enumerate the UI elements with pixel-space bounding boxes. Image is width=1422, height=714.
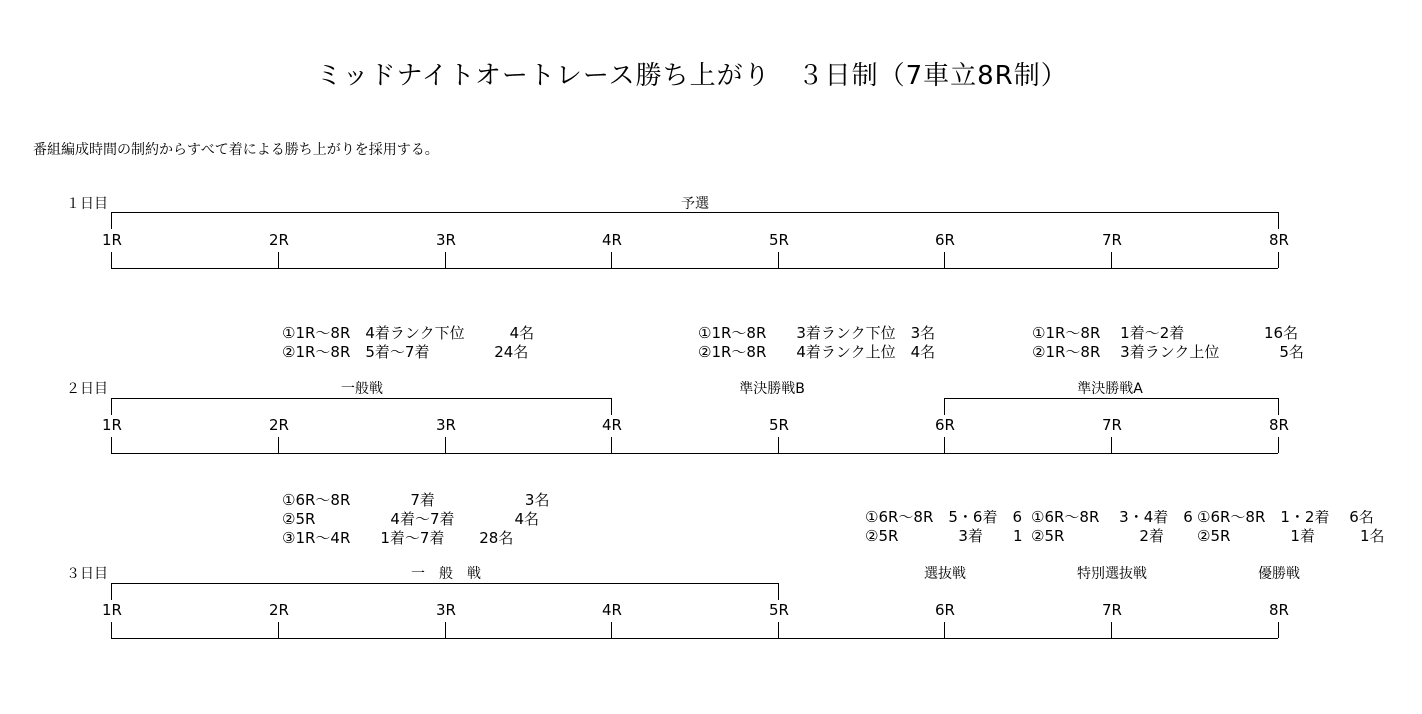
day2-race-3: 3R [436,416,456,434]
day3-special-cond-2: ②5R 2着 [1031,527,1179,545]
day3-race-1: 1R [102,601,122,619]
day3-timeline [111,638,1278,639]
day1-tick [1111,252,1112,268]
day2-semiB-cond-1: ①1R～8R 3着ランク下位 3名 [698,324,936,342]
day3-tick [944,622,945,638]
day2-tick [944,437,945,453]
day1-race-5: 5R [769,231,789,249]
day2-general-cond-2: ②1R～8R 5着～7着 24名 [282,343,529,361]
day3-label: ３日目 [66,566,108,582]
day2-tick [111,437,112,453]
day3-race-6: 6R [935,601,955,619]
day3-event-selection: 選抜戦 [924,566,966,582]
day2-tick [778,437,779,453]
day2-label: ２日目 [66,381,108,397]
day1-race-6: 6R [935,231,955,249]
day3-tick [778,622,779,638]
day3-select-cond-box [865,510,1031,550]
day1-tick [944,252,945,268]
day2-general-bracket-top [111,398,611,399]
day3-event-general: 一 般 戦 [411,566,481,582]
day2-semiA-cond-1: ①1R～8R 1着～2着 16名 [1032,324,1299,342]
day3-general-bracket-top [111,583,778,584]
day2-semiA-bracket-left [944,398,945,415]
day3-event-final: 優勝戦 [1258,566,1300,582]
day3-race-2: 2R [269,601,289,619]
day3-tick [445,622,446,638]
day1-race-2: 2R [269,231,289,249]
day3-race-4: 4R [602,601,622,619]
day2-general-bracket-left [111,398,112,415]
day2-tick [611,437,612,453]
day2-tick [1111,437,1112,453]
day1-tick [445,252,446,268]
day2-race-4: 4R [602,416,622,434]
day1-event-qualifying: 予選 [681,196,709,212]
day1-tick [1278,252,1279,268]
day1-race-3: 3R [436,231,456,249]
day3-tick [611,622,612,638]
day1-race-4: 4R [602,231,622,249]
day2-timeline [111,453,1278,454]
day1-tick [278,252,279,268]
page-note: 番組編成時間の制約からすべて着による勝ち上がりを採用する。 [33,142,439,158]
day3-tick [278,622,279,638]
day2-race-5: 5R [769,416,789,434]
day1-race-1: 1R [102,231,122,249]
day2-event-general: 一般戦 [341,381,383,397]
day2-race-7: 7R [1102,416,1122,434]
day3-event-special-selection: 特別選抜戦 [1077,566,1147,582]
day3-select-cond-1: ①6R～8R 5・6着 6 [865,510,1023,526]
day1-bracket-right [1278,212,1279,229]
day3-race-3: 3R [436,601,456,619]
day2-general-bracket-right [611,398,612,415]
day2-semiB-cond-2: ②1R～8R 4着ランク上位 4名 [698,343,936,361]
day2-semiA-bracket-top [944,398,1278,399]
day1-timeline [111,268,1278,269]
day3-general-cond-2: ②5R 4着～7着 4名 [282,510,540,528]
day2-race-2: 2R [269,416,289,434]
day2-event-semifinal-b: 準決勝戦B [739,381,805,397]
day3-race-8: 8R [1269,601,1289,619]
day1-tick [611,252,612,268]
day2-semiA-bracket-right [1278,398,1279,415]
day3-race-7: 7R [1102,601,1122,619]
day1-bracket-left [111,212,112,229]
day2-race-8: 8R [1269,416,1289,434]
day1-race-8: 8R [1269,231,1289,249]
day2-general-cond-1: ①1R～8R 4着ランク下位 4名 [282,324,535,342]
day3-final-cond-box [1197,510,1397,550]
day2-tick [278,437,279,453]
day3-tick [1278,622,1279,638]
day2-event-semifinal-a: 準決勝戦A [1077,381,1143,397]
day2-tick [445,437,446,453]
day3-race-5: 5R [769,601,789,619]
day2-race-1: 1R [102,416,122,434]
day3-general-bracket-left [111,583,112,600]
day3-special-cond-box [1031,510,1197,550]
day3-final-cond-1: ①6R～8R 1・2着 6名 [1197,510,1374,526]
day3-tick [111,622,112,638]
day3-general-cond-3: ③1R～4R 1着～7着 28名 [282,529,514,547]
day3-general-bracket-right [778,583,779,600]
day1-bracket-top [111,212,1278,213]
day1-race-7: 7R [1102,231,1122,249]
day2-semiA-cond-2: ②1R～8R 3着ランク上位 5名 [1032,343,1304,361]
day1-label: １日目 [66,196,108,212]
day3-special-cond-1: ①6R～8R 3・4着 6 [1031,510,1193,526]
day2-tick [1278,437,1279,453]
day1-tick [778,252,779,268]
day2-race-6: 6R [935,416,955,434]
day3-tick [1111,622,1112,638]
page-title: ミッドナイトオートレース勝ち上がり ３日制（7車立8R制） [316,61,1068,91]
day1-tick [111,252,112,268]
day3-general-cond-1: ①6R～8R 7着 3名 [282,491,550,509]
day3-select-cond-2: ②5R 3着 1 [865,527,1023,545]
day3-final-cond-2: ②5R 1着 1名 [1197,527,1385,545]
